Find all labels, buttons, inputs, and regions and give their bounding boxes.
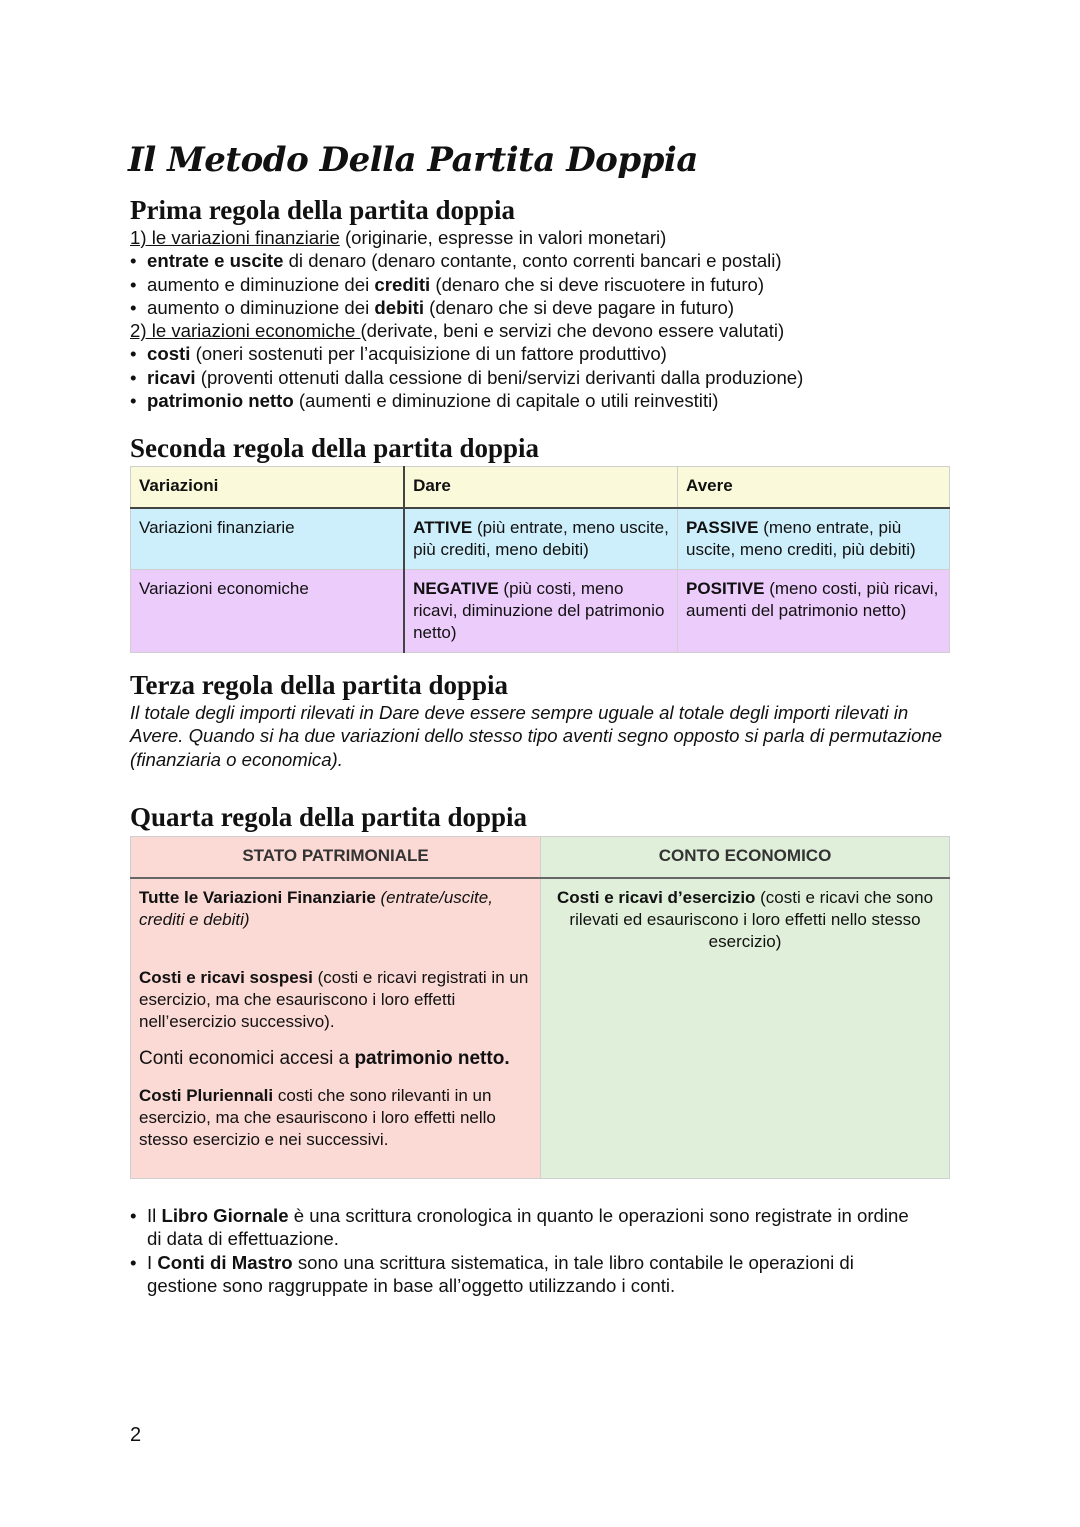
text: (denaro che si deve riscuotere in futuro) bbox=[430, 273, 765, 295]
dare-cell bbox=[404, 508, 677, 570]
text: Conti economici accesi a bbox=[139, 1048, 355, 1069]
avere-cell bbox=[678, 508, 950, 570]
bullet-item bbox=[130, 389, 970, 412]
bold-text: costi bbox=[147, 343, 191, 365]
bullet-item bbox=[130, 296, 970, 319]
conto-item bbox=[549, 887, 941, 953]
bullet-item bbox=[130, 366, 970, 389]
text: (meno entrate, più uscite, meno crediti, più debiti) bbox=[686, 518, 916, 559]
text: I bbox=[147, 1251, 158, 1273]
bold-text: PASSIVE bbox=[686, 518, 759, 537]
bullet-item bbox=[130, 249, 970, 272]
stato-item bbox=[139, 967, 532, 1033]
rule1-heading: Prima regola della partita doppia bbox=[130, 195, 515, 225]
text: (denaro che si deve pagare in futuro) bbox=[424, 296, 735, 318]
bold-text: POSITIVE bbox=[686, 579, 765, 598]
notes-list bbox=[130, 1204, 920, 1297]
rule4-heading: Quarta regola della partita doppia bbox=[130, 802, 528, 832]
rule1-list bbox=[130, 226, 970, 412]
header-dare: Dare bbox=[404, 467, 677, 509]
text: (costi e ricavi registrati in un esercizio, ma che esauriscono i loro effetti nell’esercizio successivo). bbox=[139, 968, 529, 1031]
text: Il bbox=[147, 1205, 162, 1226]
list-subheading bbox=[130, 226, 970, 249]
row-label: Variazioni economiche bbox=[131, 570, 405, 653]
stato-item bbox=[139, 1047, 532, 1071]
rule2-table bbox=[130, 466, 950, 653]
table-header-row bbox=[131, 467, 950, 509]
text: (meno costi, più ricavi, aumenti del patrimonio netto) bbox=[686, 579, 939, 620]
bold-text: Conti di Mastro bbox=[157, 1251, 293, 1273]
bold-text: patrimonio netto bbox=[147, 390, 294, 412]
underlined-text: 2) le variazioni economiche bbox=[130, 320, 361, 342]
dare-cell bbox=[404, 570, 677, 653]
rule3-heading: Terza regola della partita doppia bbox=[130, 670, 508, 700]
text: (proventi ottenuti dalla cessione di beni/servizi derivanti dalla produzione) bbox=[195, 366, 804, 388]
text: (costi e ricavi che sono rilevati ed esauriscono i loro effetti nello stesso esercizio) bbox=[569, 888, 934, 951]
bold-text: Costi e ricavi sospesi bbox=[139, 968, 313, 987]
header-avere: Avere bbox=[678, 467, 950, 509]
conto-economico-cell bbox=[541, 878, 950, 1179]
table-row bbox=[131, 570, 950, 653]
stato-patrimoniale-cell bbox=[131, 878, 541, 1179]
note-conti-di-mastro bbox=[130, 1251, 920, 1298]
header-variazioni: Variazioni bbox=[131, 467, 405, 509]
avere-cell bbox=[678, 570, 950, 653]
table-row bbox=[131, 878, 950, 1179]
bold-text: Costi Pluriennali bbox=[139, 1086, 274, 1105]
text: (aumenti e diminuzione di capitale o utili reinvestiti) bbox=[293, 390, 719, 412]
text: (entrate/uscite, crediti e debiti) bbox=[139, 888, 493, 929]
bold-text: patrimonio netto. bbox=[354, 1048, 510, 1069]
stato-item bbox=[139, 887, 532, 931]
text: aumento e diminuzione dei bbox=[147, 273, 375, 295]
text: (più entrate, meno uscite, più crediti, meno debiti) bbox=[413, 518, 669, 559]
text: sono una scrittura sistematica, in tale libro contabile le operazioni di gestione sono raggruppate in base all’oggetto utilizzando i conti. bbox=[147, 1251, 854, 1296]
table-row bbox=[131, 508, 950, 570]
bold-text: entrate e uscite bbox=[147, 250, 284, 272]
bold-text: ATTIVE bbox=[413, 518, 473, 537]
rule2-heading: Seconda regola della partita doppia bbox=[130, 433, 540, 463]
stato-item bbox=[139, 1085, 532, 1151]
text: di denaro (denaro contante, conto correnti bancari e postali) bbox=[283, 250, 782, 272]
document-title: Il Metodo Della Partita Doppia bbox=[128, 140, 698, 180]
bullet-item bbox=[130, 342, 970, 365]
bold-text: NEGATIVE bbox=[413, 579, 499, 598]
text: è una scrittura cronologica in quanto le operazioni sono registrate in ordine di data di effettuazione. bbox=[147, 1205, 909, 1250]
bold-text: Costi e ricavi d’esercizio bbox=[557, 888, 756, 907]
list-subheading bbox=[130, 319, 970, 342]
header-stato-patrimoniale: STATO PATRIMONIALE bbox=[131, 837, 541, 879]
rule4-table bbox=[130, 836, 950, 1179]
rule3-text: Il totale degli importi rilevati in Dare deve essere sempre uguale al totale degli importi rilevati in Avere. Quando si ha due variazioni dello stesso tipo aventi segno opposto si parla di permutazione (finanziaria o economica). bbox=[130, 702, 943, 770]
bold-text: crediti bbox=[374, 273, 431, 295]
text: costi che sono rilevanti in un esercizio, ma che esauriscono i loro effetti nello stesso esercizio e nei successivi. bbox=[139, 1086, 496, 1149]
underlined-text: 1) le variazioni finanziarie bbox=[130, 227, 340, 248]
bold-text: Tutte le Variazioni Finanziarie bbox=[139, 888, 376, 907]
note-libro-giornale bbox=[130, 1204, 920, 1251]
bold-text: Libro Giornale bbox=[161, 1205, 289, 1226]
bold-text: debiti bbox=[374, 296, 424, 318]
text: (originarie, espresse in valori monetari) bbox=[339, 227, 667, 248]
text: (derivate, beni e servizi che devono essere valutati) bbox=[360, 320, 785, 342]
text: aumento o diminuzione dei bbox=[147, 296, 375, 318]
bullet-item bbox=[130, 273, 970, 296]
bold-text: ricavi bbox=[147, 366, 196, 388]
text: (più costi, meno ricavi, diminuzione del patrimonio netto) bbox=[413, 579, 665, 642]
page-number: 2 bbox=[130, 1424, 142, 1446]
header-conto-economico: CONTO ECONOMICO bbox=[541, 837, 950, 879]
row-label: Variazioni finanziarie bbox=[131, 508, 405, 570]
table-header-row bbox=[131, 837, 950, 879]
text: (oneri sostenuti per l’acquisizione di un fattore produttivo) bbox=[190, 343, 667, 365]
